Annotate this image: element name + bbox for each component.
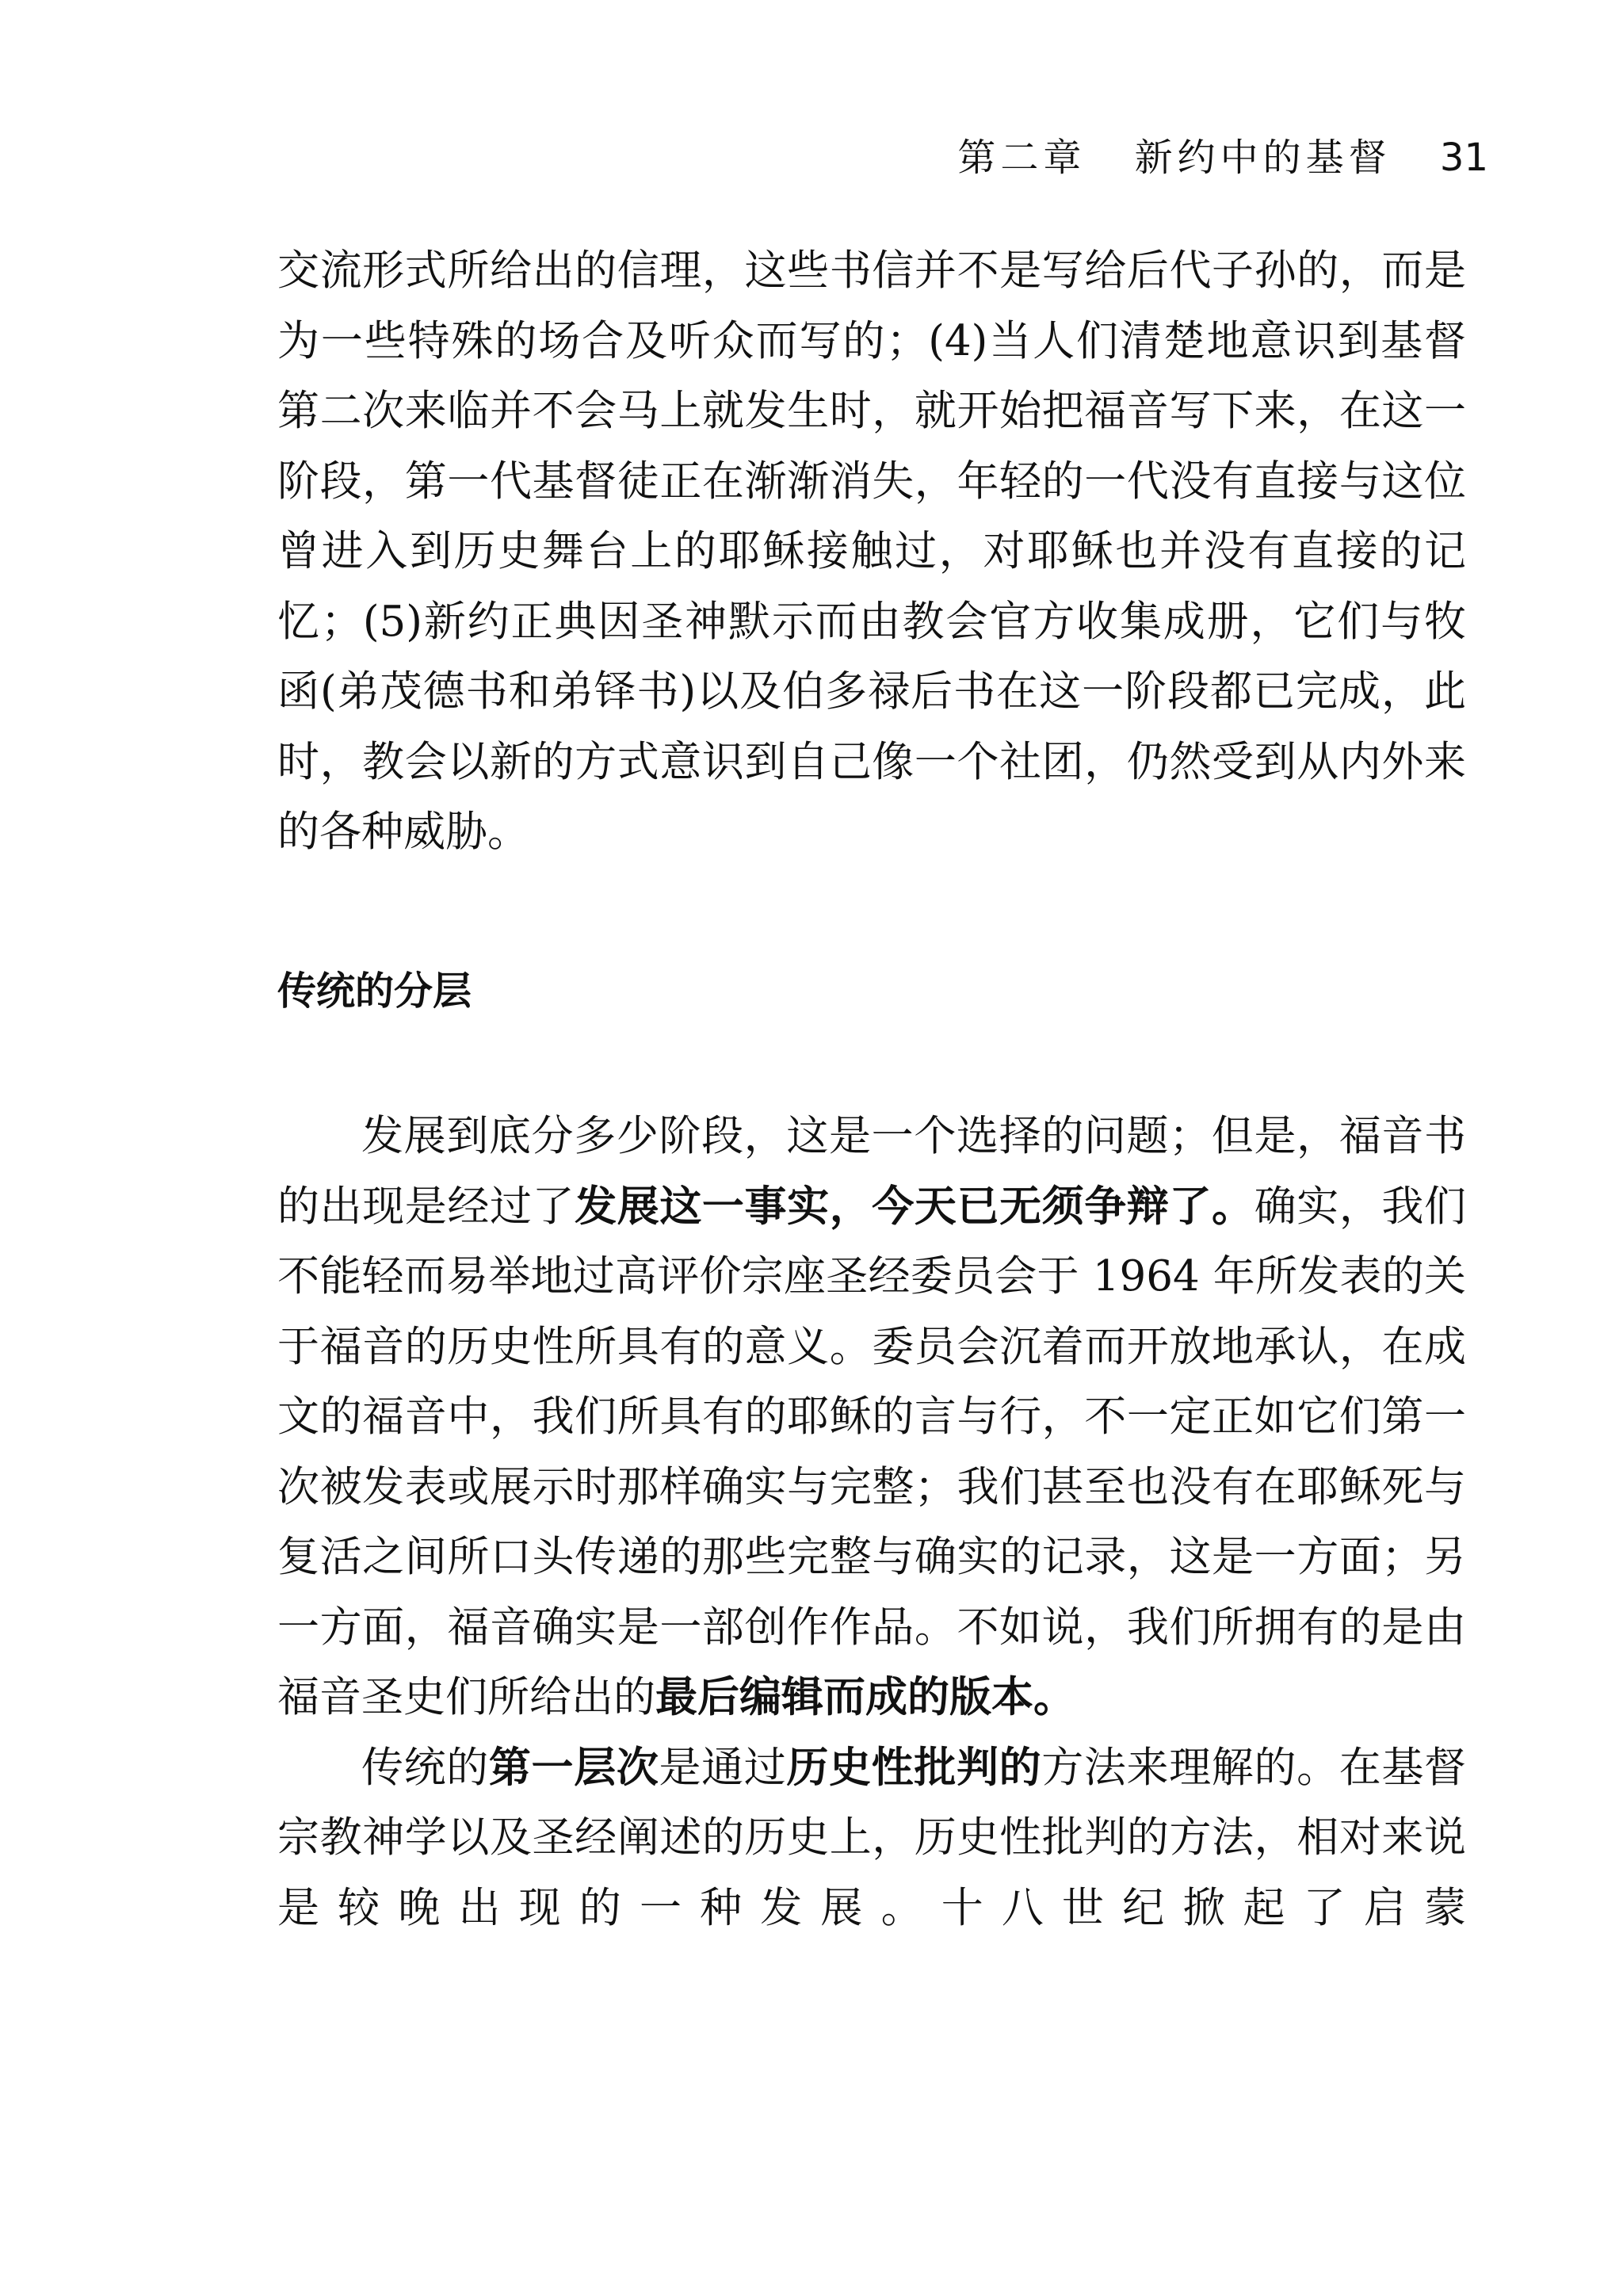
text-block-bottom xyxy=(277,1102,1466,1943)
section-heading: 传统的分层 xyxy=(277,968,472,1014)
bold-emphasis: 发展这一事实，今天已无须争辩了。 xyxy=(575,1182,1254,1231)
page-number: 31 xyxy=(1439,136,1488,180)
paragraph-text: 方法来理解的。在基督宗教神学以及圣经阐述的历史上，历史性批判的方法，相对来说是较晚出现的一种发展。十八世纪掀起了启蒙 xyxy=(277,1743,1467,1932)
running-header xyxy=(957,127,1488,181)
paragraph-text: 是通过 xyxy=(659,1743,787,1792)
paragraph-text: 传统的 xyxy=(361,1743,489,1792)
paragraph-text: 确实，我们不能轻而易举地过高评价宗座圣经委员会于 1964 年所发表的关于福音的历史性所具有的意义。委员会沉着而开放地承认，在成文的福音中，我们所具有的耶稣的言与行，不一定正如它们第一次被发表或展示时那样确实与完整；我们甚至也没有在耶稣死与复活之间所口头传递的那些完整与确实的记录，这是一方面；另一方面，福音确实是一部创作作品。不如说，我们所拥有的是由福音圣史们所给出的 xyxy=(277,1182,1467,1721)
bold-emphasis: 历史性批判的 xyxy=(786,1743,1042,1792)
chapter-title: 新约中的基督 xyxy=(1134,136,1392,180)
paragraph-continued: 交流形式所给出的信理，这些书信并不是写给后代子孙的，而是为一些特殊的场合及听众而写的；(4)当人们清楚地意识到基督第二次来临并不会马上就发生时，就开始把福音写下来，在这一阶段，第一代基督徒正在渐渐消失，年轻的一代没有直接与这位曾进入到历史舞台上的耶稣接触过，对耶稣也并没有直接的记忆；(5)新约正典因圣神默示而由教会官方收集成册，它们与牧函(弟茂德书和弟铎书)以及伯多禄后书在这一阶段都已完成，此时，教会以新的方式意识到自己像一个社团，仍然受到从内外来的各种威胁。 xyxy=(277,246,1466,856)
text-block-top xyxy=(277,236,1466,868)
paragraph-first-layer xyxy=(277,1733,1466,1944)
paragraph-text: 发展到底分多少阶段，这是一个选择的问题；但是，福音书的出现是经过了 xyxy=(277,1112,1466,1231)
chapter-label: 第二章 xyxy=(957,136,1086,180)
bold-emphasis: 第一层次 xyxy=(488,1743,659,1792)
bold-emphasis: 最后编辑而成的版本。 xyxy=(655,1673,1075,1721)
paragraph-stages xyxy=(277,1102,1466,1733)
